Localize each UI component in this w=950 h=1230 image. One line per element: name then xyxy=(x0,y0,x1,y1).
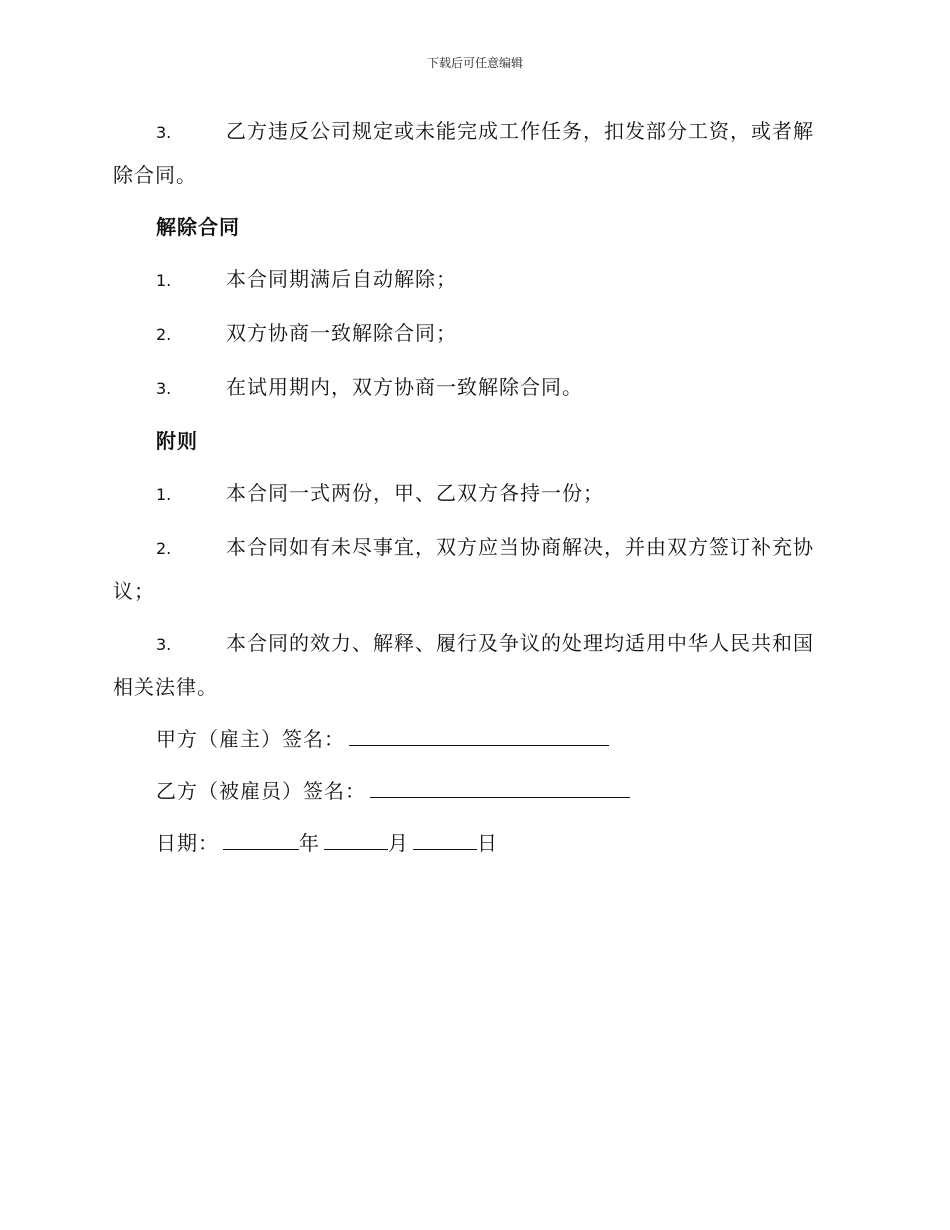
penalty-item-3 xyxy=(113,110,833,196)
party-b-label: 乙方（被雇员）签名： xyxy=(156,779,366,803)
month-line[interactable] xyxy=(324,823,388,850)
party-a-signature-row xyxy=(156,718,833,760)
item-text: 双方协商一致解除合同； xyxy=(226,321,457,345)
item-number: 2. xyxy=(156,539,172,558)
month-label: 月 xyxy=(388,831,409,855)
party-a-label: 甲方（雇主）签名： xyxy=(156,727,345,751)
day-label: 日 xyxy=(477,831,498,855)
appendix-item-3 xyxy=(113,622,833,708)
party-b-signature-line[interactable] xyxy=(370,771,630,798)
termination-item-2 xyxy=(113,312,833,356)
item-text-line2: 相关法律。 xyxy=(113,675,218,699)
party-b-signature-row xyxy=(156,770,833,812)
item-number: 1. xyxy=(156,485,172,504)
item-number: 1. xyxy=(156,271,172,290)
item-text-line1: 本合同如有未尽事宜，双方应当协商解决，并由双方签订补充协 xyxy=(226,535,814,559)
item-text-line2: 议； xyxy=(113,579,155,603)
termination-item-3 xyxy=(113,366,833,410)
item-number: 3. xyxy=(156,635,172,654)
date-row xyxy=(156,822,833,864)
item-number: 3. xyxy=(156,379,172,398)
document-body xyxy=(113,110,833,874)
item-text: 本合同一式两份，甲、乙双方各持一份； xyxy=(226,481,604,505)
year-label: 年 xyxy=(299,831,320,855)
termination-item-1 xyxy=(113,258,833,302)
appendix-item-2 xyxy=(113,526,833,612)
item-text: 本合同期满后自动解除； xyxy=(226,267,457,291)
page-header: 下载后可任意编辑 xyxy=(426,56,523,70)
appendix-item-1 xyxy=(113,472,833,516)
item-text: 在试用期内，双方协商一致解除合同。 xyxy=(226,375,583,399)
item-text-line1: 乙方违反公司规定或未能完成工作任务，扣发部分工资，或者解 xyxy=(226,119,814,143)
item-number: 2. xyxy=(156,325,172,344)
item-text-line2: 除合同。 xyxy=(113,163,197,187)
date-label: 日期： xyxy=(156,831,219,855)
item-number: 3. xyxy=(156,123,172,142)
termination-heading: 解除合同 xyxy=(156,215,240,239)
item-text-line1: 本合同的效力、解释、履行及争议的处理均适用中华人民共和国 xyxy=(226,631,814,655)
appendix-heading: 附则 xyxy=(156,429,198,453)
party-a-signature-line[interactable] xyxy=(349,719,609,746)
year-line[interactable] xyxy=(223,823,299,850)
day-line[interactable] xyxy=(413,823,477,850)
